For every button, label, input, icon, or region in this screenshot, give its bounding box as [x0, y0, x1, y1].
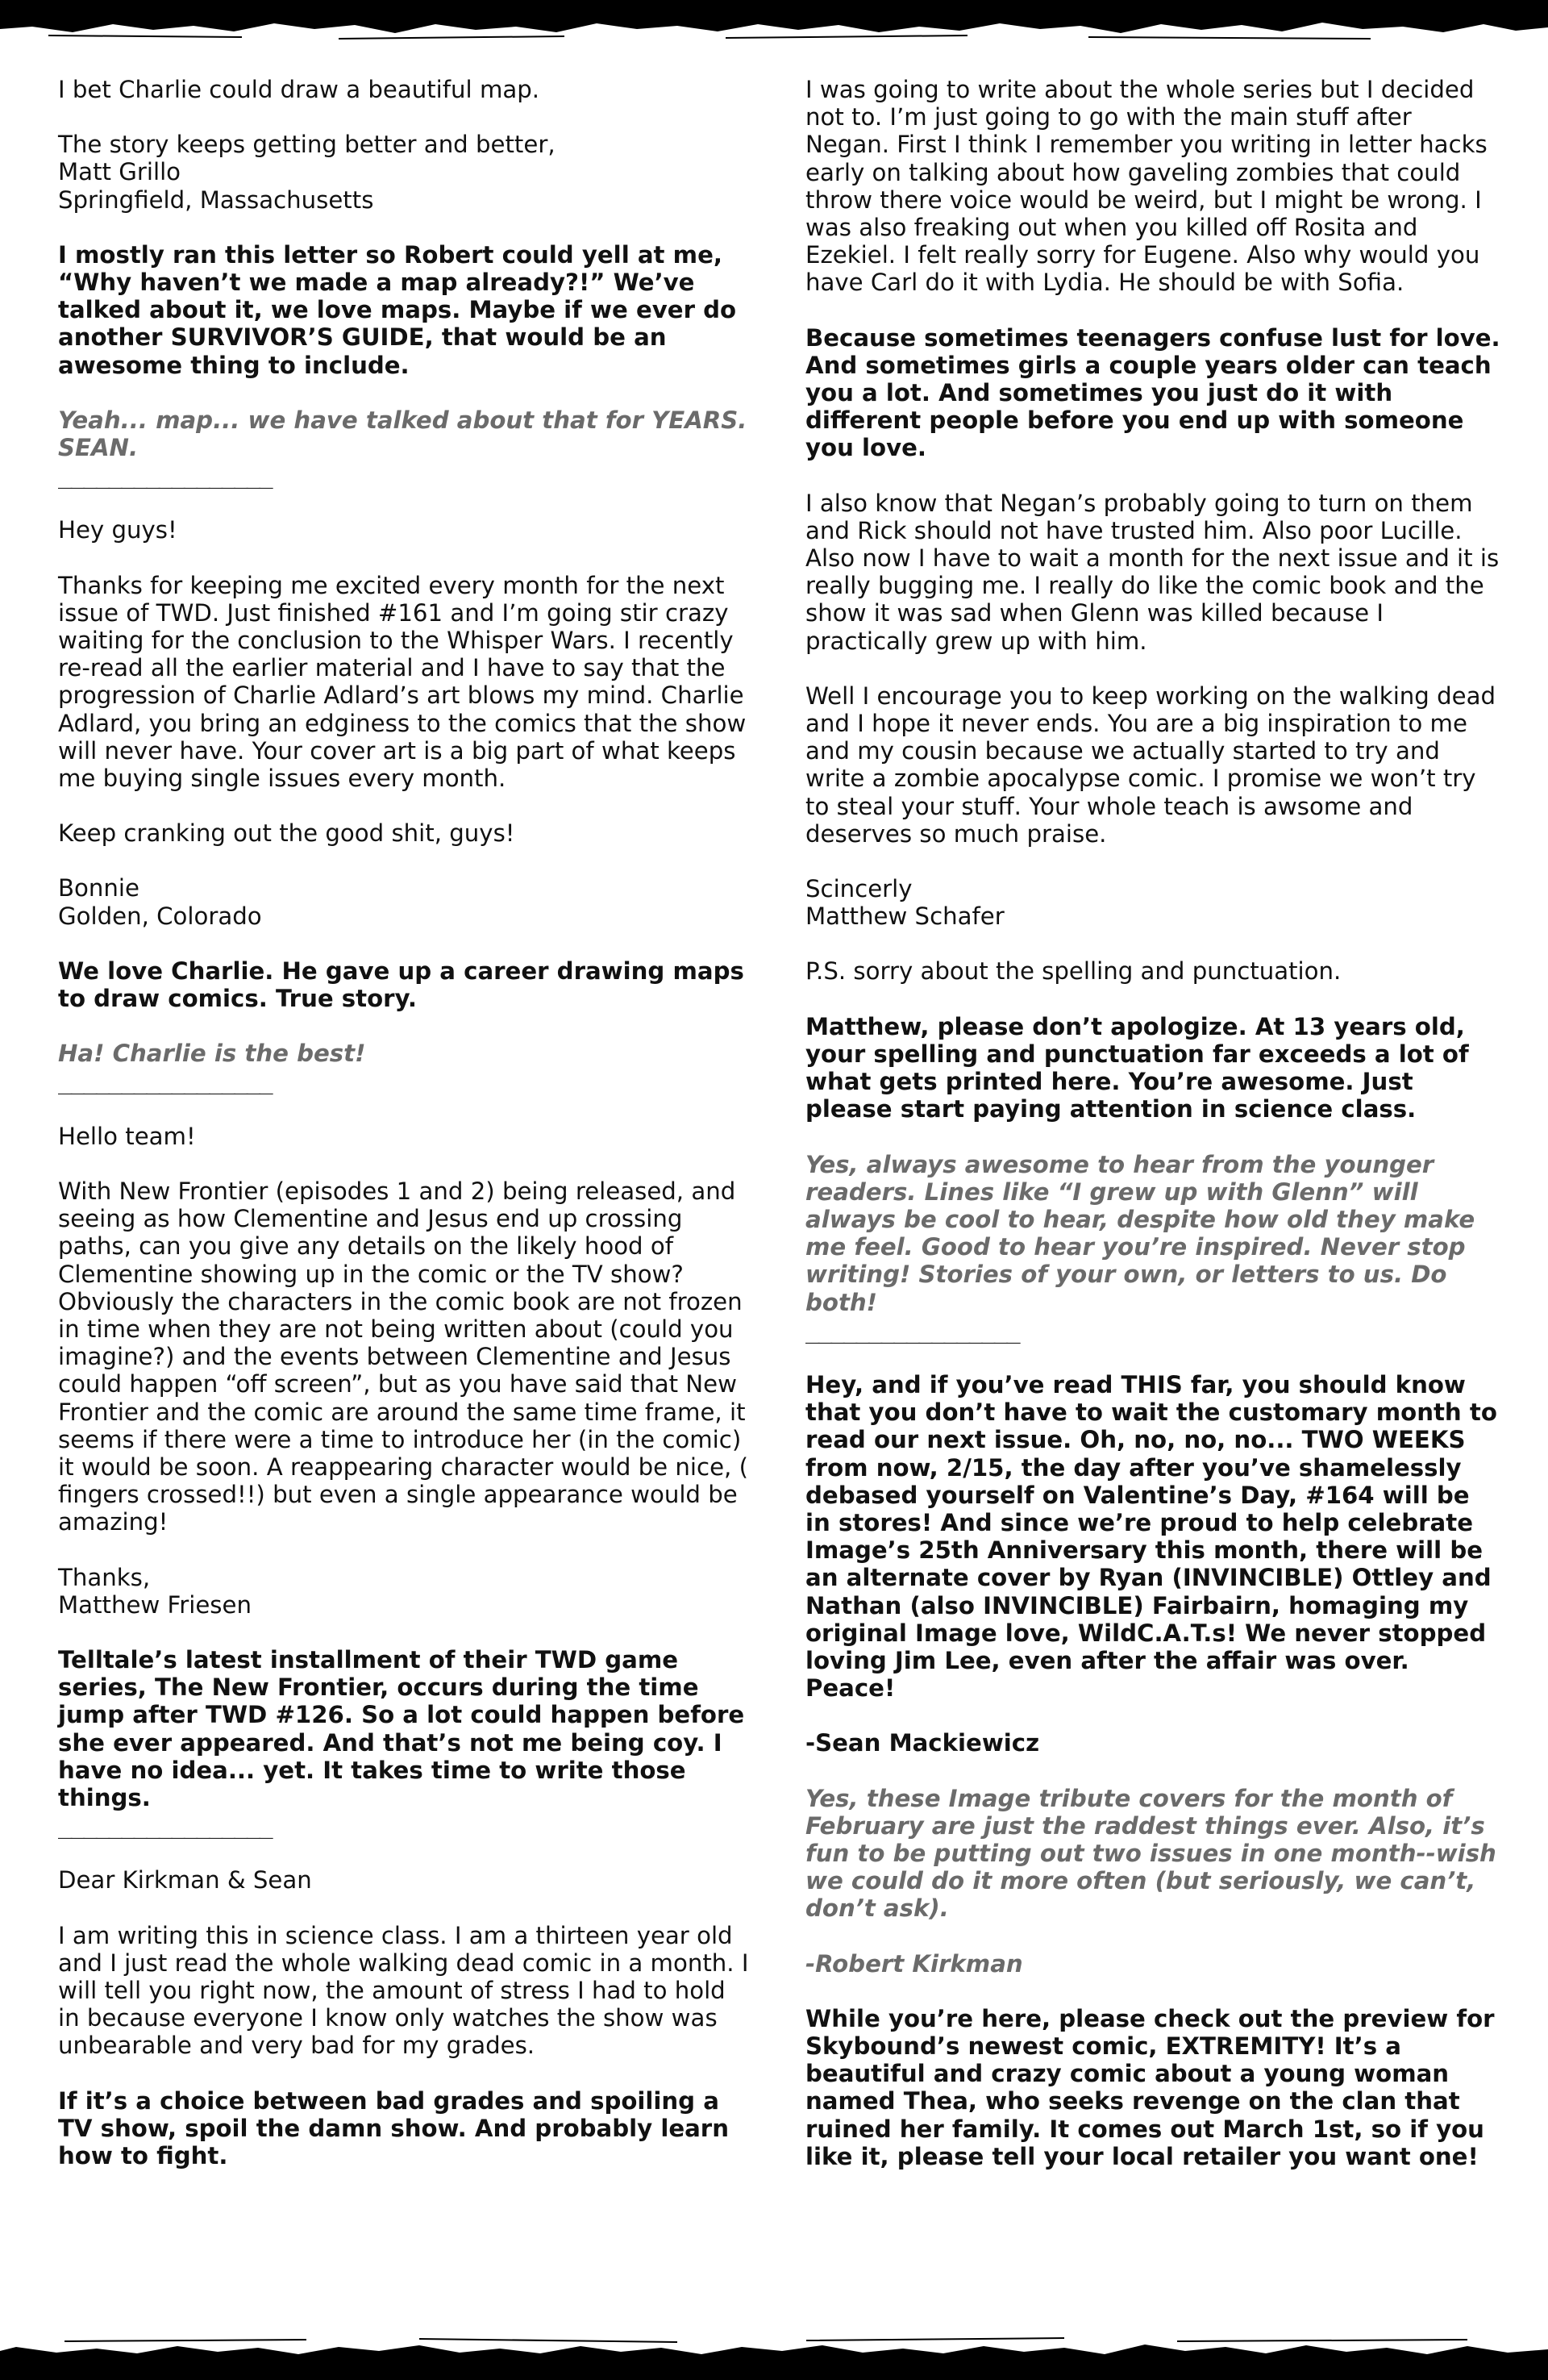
left-column-rule-16: _________________ — [58, 1811, 272, 1840]
left-column-letter-13: With New Frontier (episodes 1 and 2) being released, and seeing as how Clementine and Jesus end up crossing paths, can you give any details on the likely hood of Clementine showing up in the comic or the TV show? Obviously the characters in the comic book are not frozen in time when they are not being written about (could you imagine?) and the events between Clementine and Jesus could happen “off screen”, but as you have said that New Frontier and the comic are around the same time frame, it seems if there were a time to introduce her (in the comic) it would be soon. A reappearing character would be nice, ( fingers crossed!!) but even a single appearance would be amazing! — [58, 1177, 748, 1536]
left-column-reply-9: We love Charlie. He gave up a career drawing maps to draw comics. True story. — [58, 957, 744, 1013]
right-column-reply2-11: Yes, these Image tribute covers for the month of February are just the raddest things ever. Also, it’s fun to be putting out two issues in one month--wish we could do it more often (but seriously, we can’t, don’t ask). — [805, 1784, 1496, 1923]
left-column-letter-17: Dear Kirkman & Sean — [58, 1866, 312, 1894]
torn-top-border — [0, 0, 1548, 48]
right-column-reply2-7: Yes, always awesome to hear from the younger readers. Lines like “I grew up with Glenn” will always be cool to hear, despite how old they make me feel. Good to hear you’re inspired. Never stop writing! Stories of your own, or letters to us. Do both! — [805, 1150, 1475, 1316]
right-column-rule-8: _________________ — [805, 1315, 1019, 1344]
right-column-letter-3: Well I encourage you to keep working on the walking dead and I hope it never ends. You are a big inspiration to me and my cousin because we actually started to try and write a zombie apocalypse comic. I promise we won’t try to steal your stuff. Your whole teach is awsome and deserves so much praise. — [805, 681, 1496, 848]
right-column-reply-1: Because sometimes teenagers confuse lust for love. And sometimes girls a couple years older can teach you a lot. And sometimes you just do it with different people before you end up with someone you love. — [805, 323, 1500, 462]
right-column-reply-9: Hey, and if you’ve read THIS far, you should know that you don’t have to wait the customary month to read our next issue. Oh, no, no, no... TWO WEEKS from now, 2/15, the day after you’ve shamelessly debased yourself on Valentine’s Day, #164 will be in stores! And since we’re proud to help celebrate Image’s 25th Anniversary this month, there will be an alternate cover by Ryan (INVINCIBLE) Ottley and Nathan (also INVINCIBLE) Fairbairn, homaging my original Image love, WildC.A.T.s! We never stopped loving Jim Lee, even after the affair was over. Peace! — [805, 1370, 1497, 1703]
left-column-letter-0: I bet Charlie could draw a beautiful map. — [58, 76, 540, 103]
left-column-letter-6: Thanks for keeping me excited every month for the next issue of TWD. Just finished #161 and I’m going stir crazy waiting for the conclusion to the Whisper Wars. I recently re-read all the earlier material and I have to say that the progression of Charlie Adlard’s art blows my mind. Charlie Adlard, you bring an edginess to the comics that the show will never have. Your cover art is a big part of what keeps me buying single issues every month. — [58, 571, 747, 793]
right-column-letter-2: I also know that Negan’s probably going to turn on them and Rick should not have trusted him. Also poor Lucille. Also now I have to wait a month for the next issue and it is really bugging me. I really do like the comic book and the show it was sad when Glenn was killed because I practically grew up with him. — [805, 489, 1500, 655]
left-column-reply-15: Telltale’s latest installment of their TWD game series, The New Frontier, occurs during the time jump after TWD #126. So a lot could happen before she ever appeared. And that’s not me being coy. I have no idea... yet. It takes time to write those things. — [58, 1645, 745, 1811]
right-column — [805, 76, 1501, 2302]
right-column-letter-0: I was going to write about the whole series but I decided not to. I’m just going to go with the main stuff after Negan. First I think I remember you writing in letter hacks early on talking about how gaveling zombies that could throw there voice would be weird, but I might be wrong. I was also freaking out when you killed off Rosita and Ezekiel. I felt really sorry for Eugene. Also why would you have Carl do it with Lydia. He should be with Sofia. — [805, 76, 1488, 297]
left-column-rule-11: _________________ — [58, 1067, 272, 1095]
left-column — [58, 76, 754, 2302]
left-column-letter-5: Hey guys! — [58, 516, 177, 544]
right-column-reply-13: While you’re here, please check out the preview for Skybound’s newest comic, EXTREMITY! It’s a beautiful and crazy comic about a young woman named Thea, who seeks revenge on the clan that ruined her family. It comes out March 1st, so if you like it, please tell your local retailer you want one! — [805, 2004, 1495, 2170]
left-column-letter-12: Hello team! — [58, 1122, 196, 1150]
right-column-letter-5: P.S. sorry about the spelling and punctuation. — [805, 957, 1342, 986]
letters-page — [58, 76, 1501, 2302]
left-column-letter-8: Bonnie Golden, Colorado — [58, 874, 262, 930]
left-column-reply2-3: Yeah... map... we have talked about that for YEARS. SEAN. — [58, 406, 747, 462]
left-column-letter-18: I am writing this in science class. I am a thirteen year old and I just read the whole walking dead comic in a month. I will tell you right now, the amount of stress I had to hold in because everyone I know only watches the show was unbearable and very bad for my grades. — [58, 1921, 749, 2060]
torn-bottom-border — [0, 2332, 1548, 2380]
left-column-reply-19: If it’s a choice between bad grades and spoiling a TV show, spoil the damn show. And probably learn how to fight. — [58, 2086, 729, 2170]
left-column-letter-7: Keep cranking out the good shit, guys! — [58, 819, 515, 848]
left-column-reply-2: I mostly ran this letter so Robert could yell at me, “Why haven’t we made a map already?!” We’ve talked about it, we love maps. Maybe if we ever do another SURVIVOR’S GUIDE, that would be an awesome thing to include. — [58, 240, 737, 379]
left-column-reply2-10: Ha! Charlie is the best! — [58, 1040, 366, 1068]
right-column-sig-10: -Sean Mackiewicz — [805, 1729, 1040, 1757]
left-column-letter-14: Thanks, Matthew Friesen — [58, 1563, 252, 1619]
right-column-sig2-12: -Robert Kirkman — [805, 1949, 1023, 1978]
left-column-letter-1: The story keeps getting better and better, Matt Grillo Springfield, Massachusetts — [58, 131, 556, 214]
right-column-letter-4: Scincerly Matthew Schafer — [805, 875, 1005, 931]
right-column-reply-6: Matthew, please don’t apologize. At 13 years old, your spelling and punctuation far exceeds a lot of what gets printed here. You’re awesome. Just please start paying attention in science class. — [805, 1012, 1469, 1123]
left-column-rule-4: _________________ — [58, 461, 272, 490]
